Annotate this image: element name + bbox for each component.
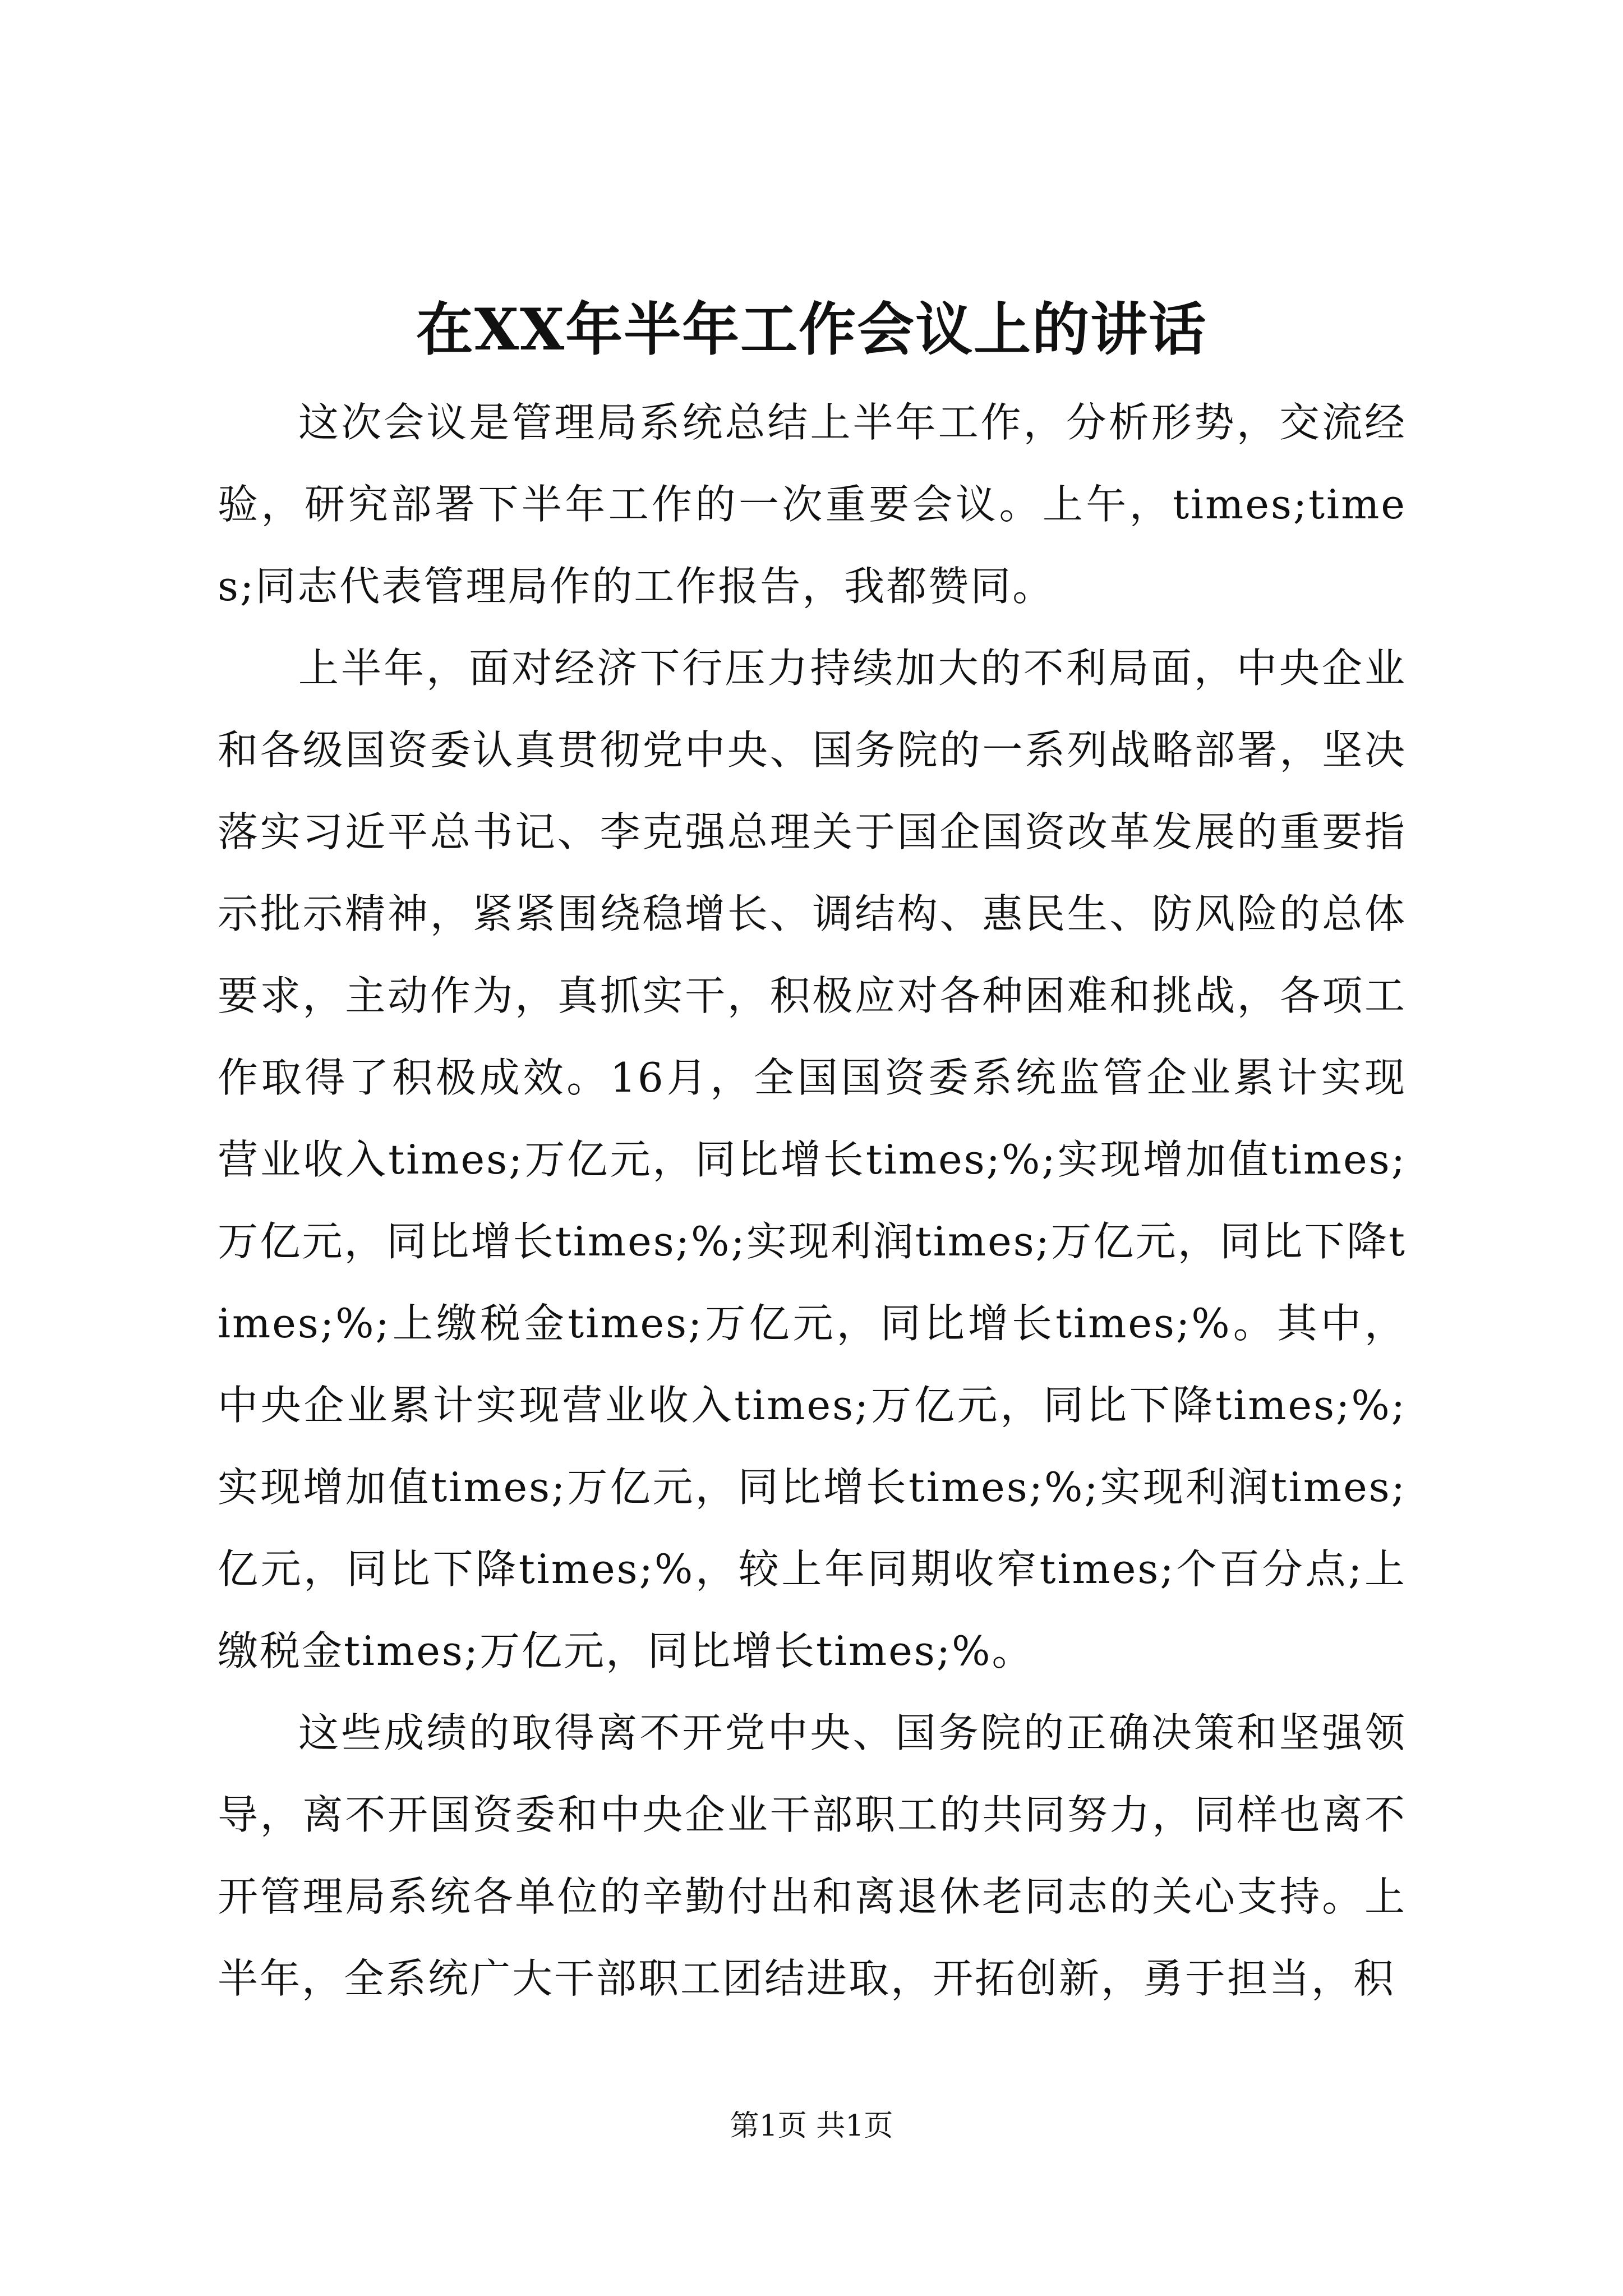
document-body — [218, 381, 1407, 2019]
page-footer: 第1页 共1页 — [730, 2109, 893, 2143]
document-title: 在XX年半年工作会议上的讲话 — [416, 296, 1207, 364]
paragraph-2: 上半年，面对经济下行压力持续加大的不利局面，中央企业和各级国资委认真贯彻党中央、国务院的一系列战略部署，坚决落实习近平总书记、李克强总理关于国企国资改革发展的重要指示批示精神，紧紧围绕稳增长、调结构、惠民生、防风险的总体要求，主动作为，真抓实干，积极应对各种困难和挑战，各项工作取得了积极成效。16月，全国国资委系统监管企业累计实现营业收入times;万亿元，同比增长times;%;实现增加值times;万亿元，同比增长times;%;实现利润times;万亿元，同比下降times;%;上缴税金times;万亿元，同比增长times;%。其中，中央企业累计实现营业收入times;万亿元，同比下降times;%;实现增加值times;万亿元，同比增长times;%;实现利润times;亿元，同比下降times;%，较上年同期收窄times;个百分点;上缴税金times;万亿元，同比增长times;%。 — [218, 645, 1407, 1674]
paragraph-1: 这次会议是管理局系统总结上半年工作，分析形势，交流经验，研究部署下半年工作的一次重要会议。上午，times;times;同志代表管理局作的工作报告，我都赞同。 — [218, 399, 1407, 610]
paragraph-3: 这些成绩的取得离不开党中央、国务院的正确决策和坚强领导，离不开国资委和中央企业干部职工的共同努力，同样也离不开管理局系统各单位的辛勤付出和离退休老同志的关心支持。上半年，全系统广大干部职工团结进取，开拓创新，勇于担当，积 — [218, 1709, 1407, 2002]
